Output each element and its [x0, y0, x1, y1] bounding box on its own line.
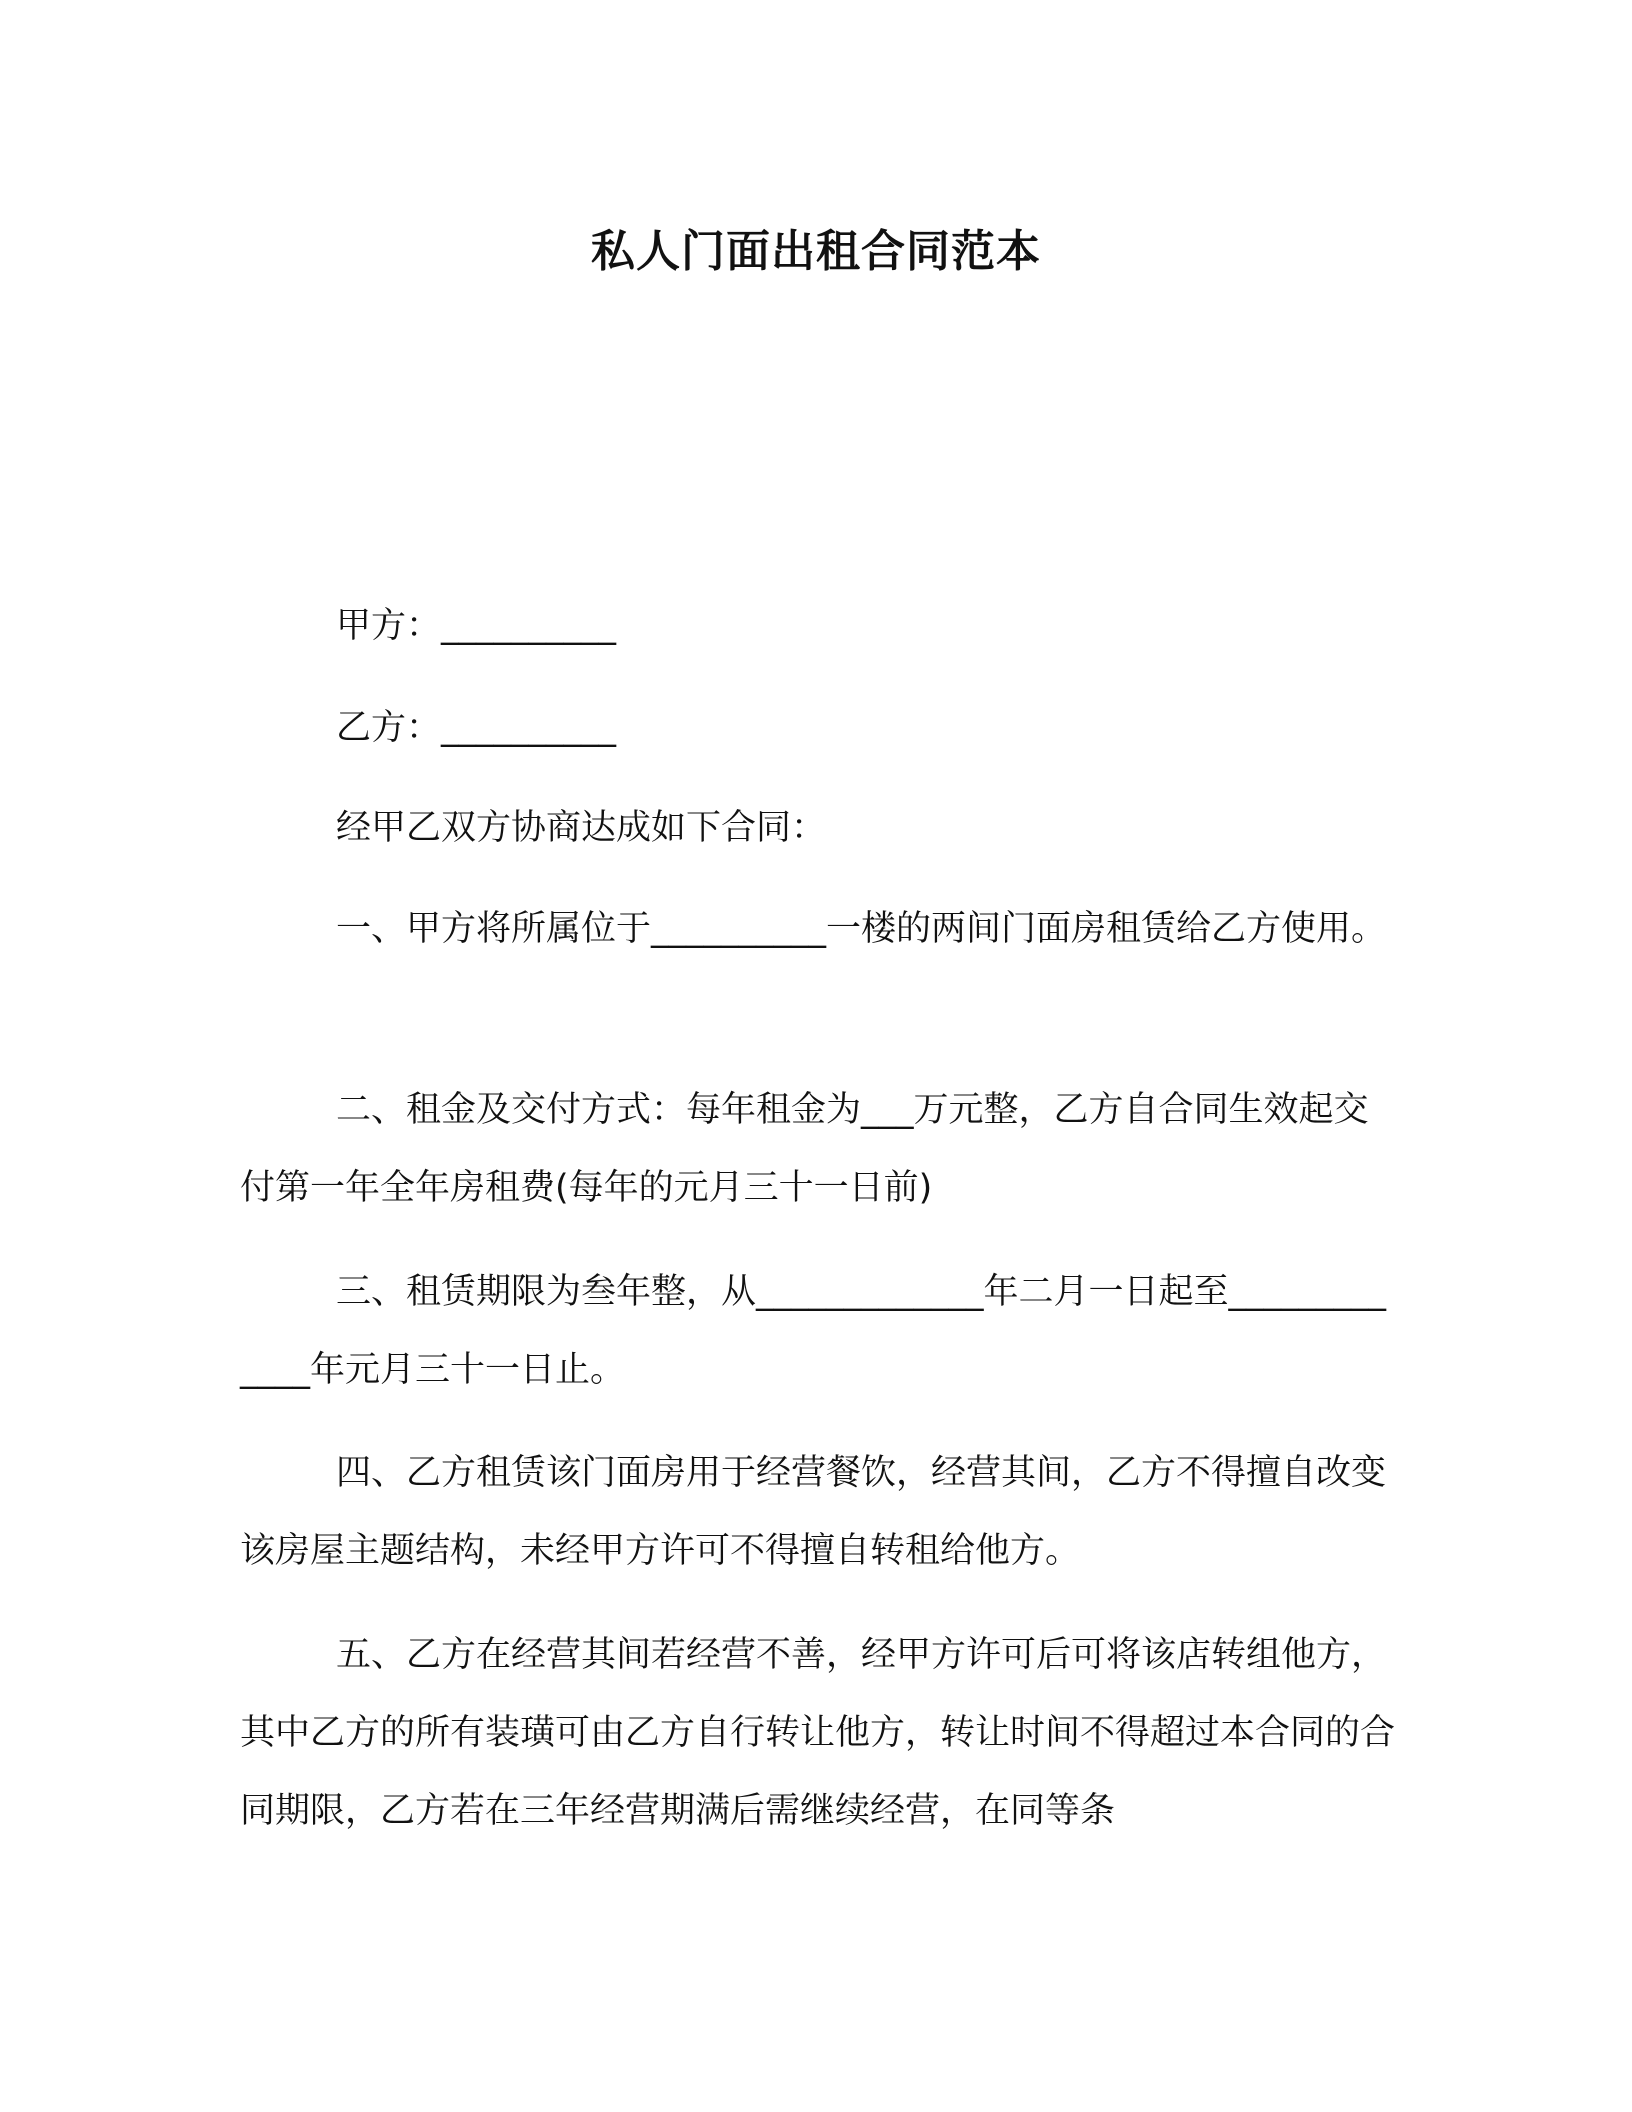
clause-4-paragraph: 四、乙方租赁该门面房用于经营餐饮，经营其间，乙方不得擅自改变该房屋主题结构，未经甲方许可不得擅自转租给他方。 — [240, 1453, 1387, 1571]
party-a-line: 甲方：__________ — [336, 606, 617, 646]
clause-3-paragraph: 三、租赁期限为叁年整，从_____________年二月一日起至_____________年元月三十一日止。 — [240, 1272, 1387, 1390]
clause-2-paragraph: 二、租金及交付方式：每年租金为___万元整，乙方自合同生效起交付第一年全年房租费(每年的元月三十一日前) — [240, 1090, 1369, 1208]
clause-1-paragraph: 一、甲方将所属位于__________一楼的两间门面房租赁给乙方使用。 — [336, 909, 1387, 949]
clause-5-paragraph: 五、乙方在经营其间若经营不善，经甲方许可后可将该店转组他方，其中乙方的所有装璜可由乙方自行转让他方，转让时间不得超过本合同的合同期限，乙方若在三年经营期满后需继续经营，在同等条 — [240, 1635, 1396, 1831]
party-b-line: 乙方：__________ — [336, 708, 617, 748]
intro-paragraph: 经甲乙双方协商达成如下合同： — [336, 808, 827, 848]
document-title: 私人门面出租合同范本 — [591, 226, 1041, 277]
